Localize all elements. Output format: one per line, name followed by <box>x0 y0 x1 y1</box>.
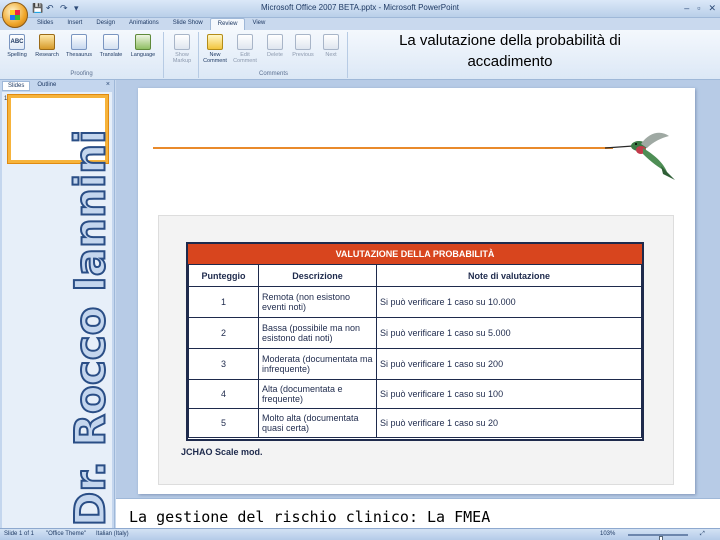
column-header: Descrizione <box>259 265 377 287</box>
tab-insert[interactable]: Insert <box>67 20 83 26</box>
zoom-level[interactable]: 103% <box>600 531 616 537</box>
table-row <box>189 380 642 409</box>
zoom-slider[interactable] <box>628 534 688 536</box>
description-cell: Bassa (possibile ma non esistono dati noti) <box>259 318 377 349</box>
tab-animations[interactable]: Animations <box>129 20 159 26</box>
note-cell: Si può verificare 1 caso su 20 <box>377 409 642 438</box>
next-icon <box>323 34 339 50</box>
comments-group-title: Comments <box>258 71 288 77</box>
column-header: Note di valutazione <box>377 265 642 287</box>
language-icon <box>135 34 151 50</box>
comments-group <box>200 32 348 78</box>
office-logo-icon <box>10 10 20 20</box>
notes-pane[interactable] <box>116 498 720 528</box>
maximize-button[interactable]: ▫ <box>697 3 701 13</box>
delete-comment-button[interactable]: Delete <box>260 34 290 58</box>
language-indicator[interactable]: Italian (Italy) <box>96 531 129 537</box>
show-markup-button[interactable]: Show Markup <box>167 34 197 64</box>
status-bar <box>0 528 720 540</box>
probability-table-title: VALUTAZIONE DELLA PROBABILITÀ <box>188 244 642 264</box>
table-row <box>189 349 642 380</box>
table-caption: JCHAO Scale mod. <box>181 447 263 457</box>
markup-group <box>165 32 199 78</box>
score-cell: 3 <box>189 349 259 380</box>
spelling-button[interactable]: ABC Spelling <box>2 34 32 58</box>
office-button[interactable] <box>2 2 28 28</box>
translate-icon <box>103 34 119 50</box>
research-button[interactable]: Research <box>32 34 62 58</box>
slide-counter: Slide 1 of 1 <box>4 531 35 537</box>
proofing-group-title: Proofing <box>70 71 93 77</box>
column-header: Punteggio <box>189 265 259 287</box>
delete-icon <box>267 34 283 50</box>
description-cell: Alta (documentata e frequente) <box>259 380 377 409</box>
thesaurus-icon <box>71 34 87 50</box>
table-header-row <box>189 265 642 287</box>
zoom-slider-handle[interactable] <box>659 536 663 540</box>
new-comment-icon <box>207 34 223 50</box>
probability-figure <box>158 215 674 485</box>
slide-editing-area <box>116 80 720 498</box>
thesaurus-button[interactable]: Thesaurus <box>64 34 94 58</box>
fit-to-window-icon[interactable]: ⤢ <box>700 531 705 537</box>
tab-slide-show[interactable]: Slide Show <box>172 20 203 26</box>
slide-thumbnail-number: 1 <box>4 96 8 102</box>
table-row <box>189 318 642 349</box>
description-cell: Molto alta (documentata quasi certa) <box>259 409 377 438</box>
tab-slides[interactable]: Slides <box>37 20 54 26</box>
previous-comment-button[interactable]: Previous <box>288 34 318 58</box>
description-cell: Moderata (documentata ma infrequente) <box>259 349 377 380</box>
previous-icon <box>295 34 311 50</box>
save-icon[interactable]: 💾 <box>32 3 44 13</box>
slide-heading: La valutazione della probabilità di accadimento <box>399 32 621 70</box>
redo-icon[interactable]: ↷ <box>60 3 68 13</box>
note-cell: Si può verificare 1 caso su 100 <box>377 380 642 409</box>
translate-button[interactable]: Translate <box>96 34 126 58</box>
tab-review[interactable]: Review <box>210 18 246 30</box>
proofing-group <box>0 32 164 78</box>
score-cell: 5 <box>189 409 259 438</box>
ribbon-tabs <box>30 18 272 30</box>
orange-divider-line <box>153 147 613 149</box>
show-markup-icon <box>174 34 190 50</box>
close-button[interactable]: ✕ <box>708 3 716 13</box>
title-bar <box>0 0 720 18</box>
language-button[interactable]: Language <box>128 34 158 58</box>
note-cell: Si può verificare 1 caso su 200 <box>377 349 642 380</box>
notes-text: La gestione del rischio clinico: La FMEA <box>129 508 491 526</box>
research-icon <box>39 34 55 50</box>
minimize-button[interactable]: – <box>684 3 690 13</box>
vertical-author-name: Dr. Rocco Iannini <box>65 129 115 527</box>
note-cell: Si può verificare 1 caso su 5.000 <box>377 318 642 349</box>
window-title: Microsoft Office 2007 BETA.pptx - Microsoft PowerPoint <box>261 3 459 12</box>
edit-comment-icon <box>237 34 253 50</box>
customize-dropdown-icon[interactable]: ▾ <box>74 3 79 13</box>
next-comment-button[interactable]: Next <box>316 34 346 58</box>
table-row <box>189 287 642 318</box>
probability-table <box>186 242 644 441</box>
tab-design[interactable]: Design <box>96 20 116 26</box>
new-comment-button[interactable]: New Comment <box>200 34 230 64</box>
hummingbird-image <box>603 128 683 188</box>
panel-tab-slides[interactable]: Slides <box>2 81 30 91</box>
undo-icon[interactable]: ↶ <box>46 3 54 13</box>
table-row <box>189 409 642 438</box>
score-cell: 1 <box>189 287 259 318</box>
slide-canvas[interactable] <box>138 88 695 494</box>
panel-tab-outline[interactable]: Outline <box>37 82 57 88</box>
theme-name: "Office Theme" <box>46 531 87 537</box>
tab-view[interactable]: View <box>252 20 266 26</box>
score-cell: 2 <box>189 318 259 349</box>
description-cell: Remota (non esistono eventi noti) <box>259 287 377 318</box>
note-cell: Si può verificare 1 caso su 10.000 <box>377 287 642 318</box>
spelling-icon: ABC <box>9 34 25 50</box>
panel-close-icon[interactable]: × <box>105 81 110 88</box>
score-cell: 4 <box>189 380 259 409</box>
edit-comment-button[interactable]: Edit Comment <box>230 34 260 64</box>
